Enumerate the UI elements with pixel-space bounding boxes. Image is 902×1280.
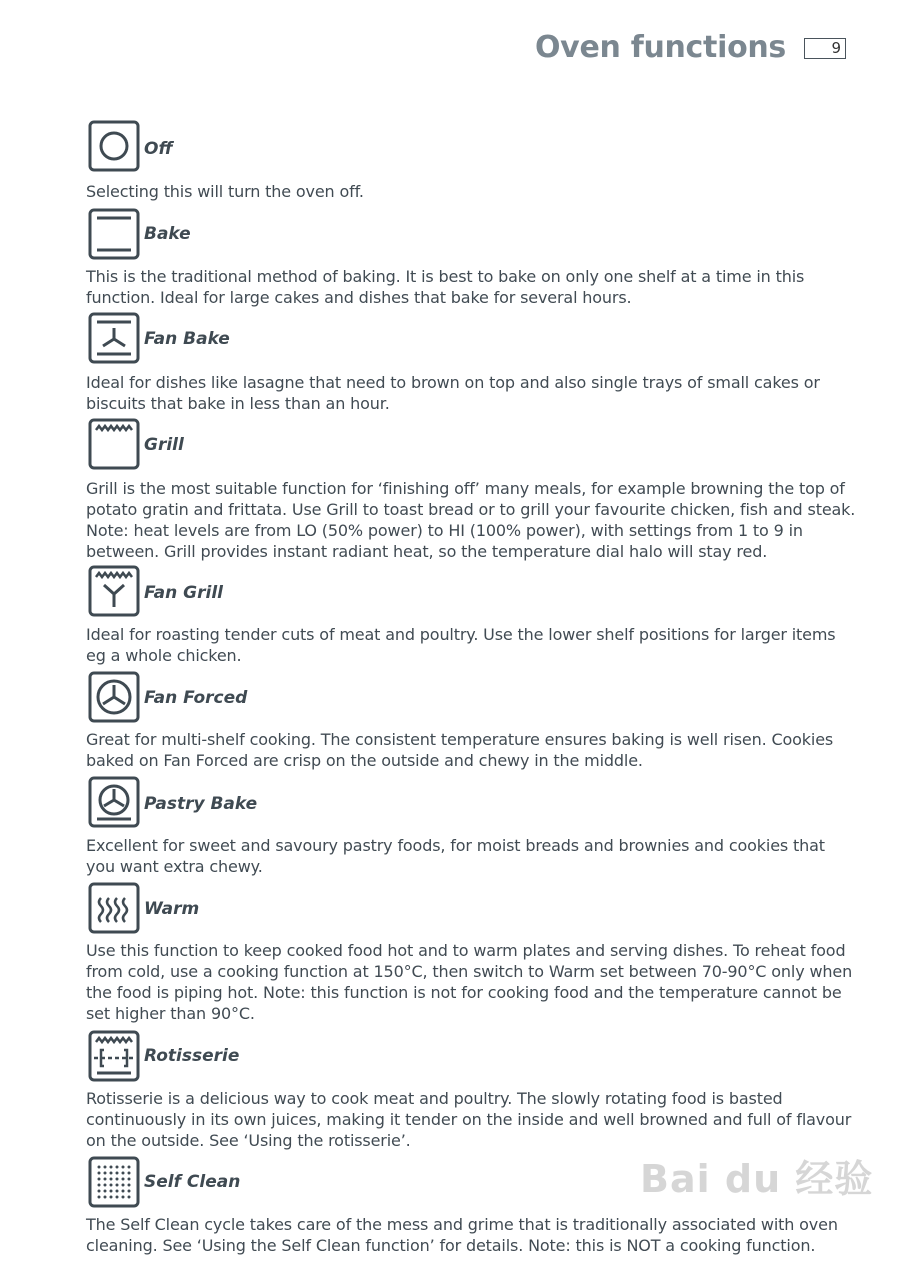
function-description: Rotisserie is a delicious way to cook meat and poultry. The slowly rotating food is basted continuously in its own juices, making it tender on the inside and well browned and full of flavour on the outside. See ‘Using the rotisserie’. (86, 1089, 852, 1150)
function-name: Self Clean (144, 1172, 241, 1192)
function-pastry-bake (86, 776, 856, 877)
watermark: Bai du 经验 (640, 1157, 874, 1201)
rotisserie-icon (88, 1030, 140, 1082)
fan-forced-icon (88, 671, 140, 723)
function-description: Selecting this will turn the oven off. (86, 182, 364, 201)
function-name: Rotisserie (144, 1046, 240, 1066)
function-description: Great for multi-shelf cooking. The consistent temperature ensures baking is well risen. Cookies baked on Fan Forced are crisp on the outside and chewy in the middle. (86, 730, 834, 770)
function-name: Off (144, 139, 173, 159)
function-name: Fan Bake (144, 329, 230, 349)
function-name: Bake (144, 224, 191, 244)
bake-icon (88, 208, 140, 260)
function-rotisserie (86, 1030, 856, 1151)
page-title: Oven functions (534, 30, 786, 65)
function-description: Use this function to keep cooked food hot and to warm plates and serving dishes. To reheat food from cold, use a cooking function at 150°C, then switch to Warm set between 70-90°C only when the food is piping hot. Note: this function is not for cooking food and the temperature cannot be set higher than 90°C. (86, 941, 853, 1023)
warm-icon (88, 882, 140, 934)
self-clean-icon (88, 1156, 140, 1208)
function-description: The Self Clean cycle takes care of the mess and grime that is traditionally associated with oven cleaning. See ‘Using the Self Clean function’ for details. Note: this is NOT a cooking function. (86, 1215, 838, 1255)
function-description: This is the traditional method of baking. It is best to bake on only one shelf at a time in this function. Ideal for large cakes and dishes that bake for several hours. (86, 267, 805, 307)
grill-icon (88, 418, 140, 470)
function-name: Pastry Bake (144, 794, 258, 814)
function-bake (86, 208, 856, 308)
function-name: Grill (144, 435, 184, 455)
function-name: Fan Grill (144, 583, 223, 603)
page-number: 9 (804, 38, 846, 59)
function-fan-bake (86, 312, 856, 414)
function-name: Warm (144, 899, 200, 919)
function-off (86, 120, 856, 202)
function-fan-forced (86, 671, 856, 771)
function-warm (86, 882, 856, 1024)
function-description: Ideal for dishes like lasagne that need to brown on top and also single trays of small cakes or biscuits that bake in less than an hour. (86, 373, 820, 413)
pastry-bake-icon (88, 776, 140, 828)
function-description: Grill is the most suitable function for ‘finishing off’ many meals, for example browning the top of potato gratin and frittata. Use Grill to toast bread or to grill your favourite chicken, fish and steak. Note: heat levels are from LO (50% power) to HI (100% power), with settings from 1 to 9 in between. Grill provides instant radiant heat, so the temperature dial halo will stay red. (86, 479, 856, 561)
function-name: Fan Forced (144, 688, 248, 708)
fan-grill-icon (88, 565, 140, 617)
fan-bake-icon (88, 312, 140, 364)
off-icon (88, 120, 140, 172)
function-description: Excellent for sweet and savoury pastry foods, for moist breads and brownies and cookies that you want extra chewy. (86, 836, 825, 876)
function-fan-grill (86, 565, 856, 666)
function-description: Ideal for roasting tender cuts of meat and poultry. Use the lower shelf positions for larger items eg a whole chicken. (86, 625, 836, 665)
function-grill (86, 418, 856, 562)
